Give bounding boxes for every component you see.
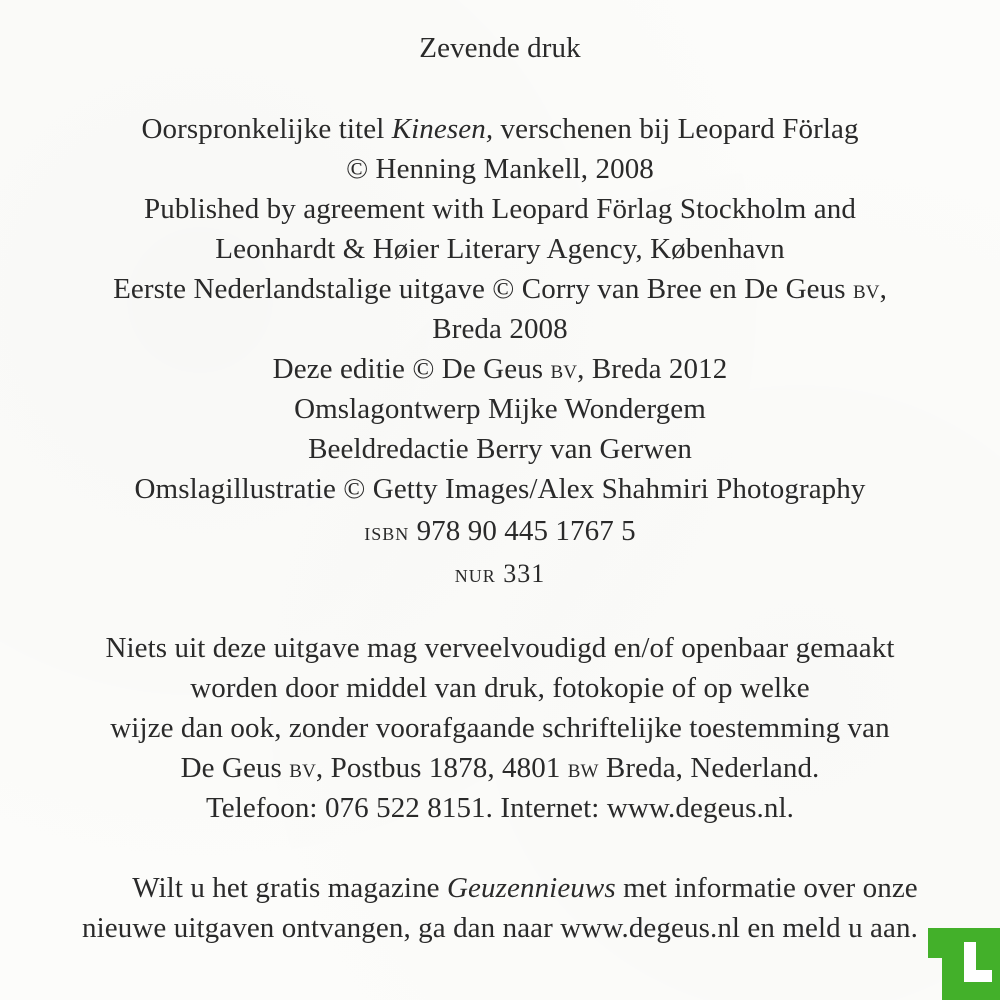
this-edition-suffix: , Breda 2012 xyxy=(577,353,728,385)
rights-line-1 xyxy=(0,630,1000,666)
watermark-notch xyxy=(928,928,942,958)
rights-text-1: Niets uit deze uitgave mag verveelvoudigd en/of openbaar gemaakt xyxy=(105,632,895,664)
rights-contact: Telefoon: 076 522 8151. Internet: www.degeus.nl. xyxy=(205,792,794,824)
copyright-author-line xyxy=(0,151,1000,187)
edition-text: Zevende druk xyxy=(419,32,581,64)
newsletter-line-2 xyxy=(0,910,1000,946)
published-by-text-1: Published by agreement with Leopard Förlag Stockholm and xyxy=(144,193,856,225)
rights-line-3 xyxy=(0,710,1000,746)
rights-text-2: worden door middel van druk, fotokopie of op welke xyxy=(190,672,810,704)
rights-address: , Postbus 1878, 4801 xyxy=(315,752,568,784)
isbn-line xyxy=(0,513,1000,550)
isbn-label: isbn xyxy=(364,517,410,546)
original-title: Kinesen, xyxy=(391,113,494,145)
dutch-edition-suffix: , xyxy=(879,273,887,305)
cover-design-line xyxy=(0,391,1000,427)
original-title-line xyxy=(0,111,1000,147)
cover-illustration-line xyxy=(0,471,1000,507)
original-title-suffix: verschenen bij Leopard Förlag xyxy=(493,113,859,145)
watermark-letter-foot xyxy=(964,970,992,982)
rights-text-4-suffix: Breda, Nederland. xyxy=(598,752,820,784)
nur-label: nur xyxy=(454,559,496,588)
rights-text-3: wijze dan ook, zonder voorafgaande schriftelijke toestemming van xyxy=(110,712,890,744)
published-by-line-2 xyxy=(0,231,1000,267)
watermark-logo-icon xyxy=(942,928,1000,1000)
rights-bw: bw xyxy=(567,753,599,783)
published-by-text-2: Leonhardt & Høier Literary Agency, København xyxy=(215,233,785,265)
cover-design: Omslagontwerp Mijke Wondergem xyxy=(294,393,706,425)
original-title-prefix: Oorspronkelijke titel xyxy=(141,113,392,145)
edition-line xyxy=(0,30,1000,66)
published-by-line-1 xyxy=(0,191,1000,227)
this-edition-bv: bv xyxy=(550,354,578,384)
newsletter-line-1 xyxy=(25,870,1000,906)
isbn-value: 978 90 445 1767 5 xyxy=(409,515,636,547)
rights-line-4 xyxy=(0,750,1000,786)
nur-line xyxy=(0,555,1000,592)
this-edition-line xyxy=(0,351,1000,387)
dutch-edition-line-1 xyxy=(0,271,1000,307)
cover-illustration: Omslagillustratie © Getty Images/Alex Shahmiri Photography xyxy=(134,473,866,505)
nur-value: 331 xyxy=(495,559,546,588)
rights-text-4-prefix: De Geus xyxy=(180,752,290,784)
dutch-edition-year: Breda 2008 xyxy=(432,313,568,345)
dutch-edition-line-2 xyxy=(0,311,1000,347)
newsletter-prefix: Wilt u het gratis magazine xyxy=(132,872,447,904)
copyright-author: © Henning Mankell, 2008 xyxy=(346,153,654,185)
rights-line-2 xyxy=(0,670,1000,706)
newsletter-text-2: nieuwe uitgaven ontvangen, ga dan naar www.degeus.nl en meld u aan. xyxy=(82,912,918,944)
image-editing: Beeldredactie Berry van Gerwen xyxy=(308,433,692,465)
rights-line-5 xyxy=(0,790,1000,826)
dutch-edition-prefix: Eerste Nederlandstalige uitgave © Corry van Bree en De Geus xyxy=(113,273,853,305)
newsletter-suffix: met informatie over onze xyxy=(615,872,918,904)
dutch-edition-bv: bv xyxy=(852,274,880,304)
this-edition-prefix: Deze editie © De Geus xyxy=(272,353,551,385)
image-editing-line xyxy=(0,431,1000,467)
newsletter-magazine: Geuzennieuws xyxy=(447,872,616,904)
rights-bv: bv xyxy=(289,753,316,783)
